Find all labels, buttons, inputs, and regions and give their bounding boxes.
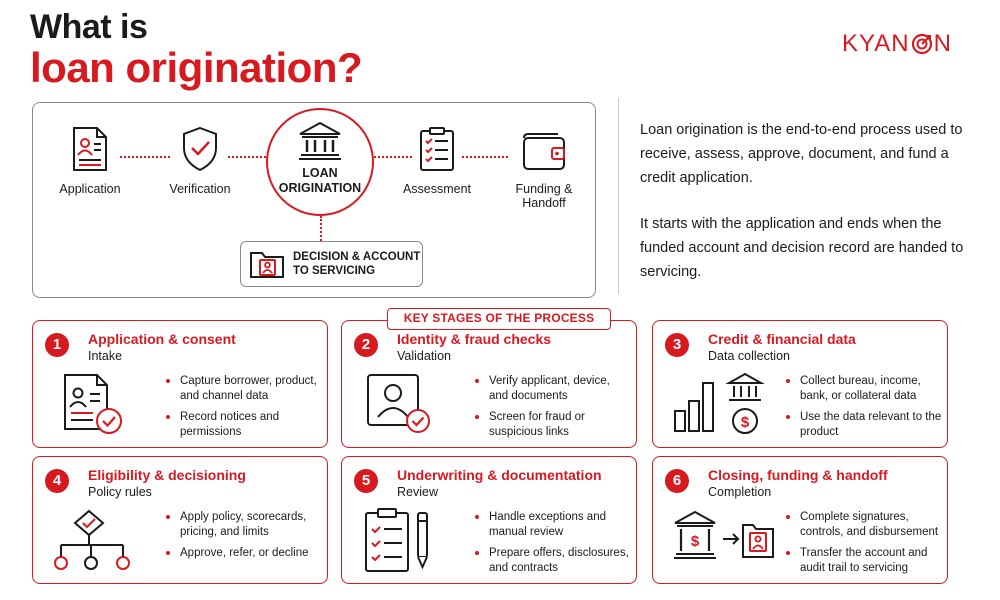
- stage-card-3: [652, 320, 948, 448]
- folder-user-icon: [249, 249, 285, 279]
- stage-number-badge: 1: [45, 333, 69, 357]
- stage-card-bullets: [163, 510, 323, 567]
- bullet-item: Screen for fraud or suspicious links: [472, 410, 632, 440]
- description-paragraph-1: Loan origination is the end-to-end process used to receive, assess, approve, document, and fund a credit application.: [640, 122, 963, 186]
- document-user-icon: [70, 126, 110, 172]
- connector-center-decision: [320, 216, 322, 241]
- stage-card-title: Underwriting & documentation: [397, 467, 602, 483]
- application-document-check-icon: [53, 371, 133, 442]
- identity-check-icon: [362, 371, 442, 442]
- shield-check-icon: [180, 126, 220, 172]
- decision-label-line-2: TO SERVICING: [293, 265, 376, 277]
- stage-card-bullets: [163, 374, 323, 446]
- bullet-item: Use the data relevant to the product: [783, 410, 943, 440]
- target-logo-icon: [911, 33, 933, 55]
- stage-card-6: [652, 456, 948, 584]
- stage-card-subtitle: Data collection: [708, 349, 790, 363]
- bullet-item: Collect bureau, income, bank, or collateral data: [783, 374, 943, 404]
- bar-chart-bank-icon: [673, 371, 773, 448]
- bullet-item: Prepare offers, disclosures, and contracts: [472, 546, 632, 576]
- stage-card-bullets: [472, 374, 632, 446]
- stage-card-title: Closing, funding & handoff: [708, 467, 888, 483]
- bullet-item: Apply policy, scorecards, pricing, and limits: [163, 510, 323, 540]
- bank-icon: [297, 120, 343, 162]
- center-label-line-1: LOAN: [302, 166, 338, 180]
- stage-funding-label-line-2: Handoff: [522, 196, 566, 210]
- checklist-clipboard-icon: [417, 126, 457, 172]
- stage-card-4: [32, 456, 328, 584]
- stage-card-2: [341, 320, 637, 448]
- logo-text-right: N: [933, 30, 952, 57]
- wallet-icon: [520, 130, 568, 172]
- stage-verification: [160, 126, 240, 196]
- bullet-item: Verify applicant, device, and documents: [472, 374, 632, 404]
- center-label-line-2: ORIGINATION: [278, 181, 362, 195]
- stage-funding-handoff: [502, 130, 586, 210]
- stage-assessment: [396, 126, 478, 196]
- checklist-pen-icon: [362, 507, 442, 580]
- decision-tree-icon: [53, 507, 143, 580]
- description-paragraph-2: It starts with the application and ends when the funded account and decision record are handed to servicing.: [640, 216, 964, 280]
- center-loan-origination: [266, 108, 374, 216]
- stage-number-badge: 3: [665, 333, 689, 357]
- bullet-item: Approve, refer, or decline: [163, 546, 323, 561]
- svg-text:$: $: [740, 414, 750, 431]
- kyanon-logo: [842, 30, 952, 58]
- stage-card-bullets: [783, 510, 943, 582]
- stage-number-badge: 2: [354, 333, 378, 357]
- stage-card-subtitle: Policy rules: [88, 485, 152, 499]
- bullet-item: Handle exceptions and manual review: [472, 510, 632, 540]
- stage-card-subtitle: Completion: [708, 485, 772, 499]
- decision-account-servicing-box: [240, 241, 423, 287]
- stage-card-title: Credit & financial data: [708, 331, 856, 347]
- stage-funding-label-line-1: Funding &: [515, 182, 573, 196]
- logo-text-left: KYAN: [842, 30, 910, 57]
- key-stages-banner: KEY STAGES OF THE PROCESS: [387, 308, 611, 330]
- bullet-item: Capture borrower, product, and channel data: [163, 374, 323, 404]
- stage-verification-label: Verification: [169, 182, 231, 196]
- stage-assessment-label: Assessment: [402, 182, 472, 196]
- stage-application-label: Application: [59, 182, 121, 196]
- svg-text:$: $: [690, 533, 700, 550]
- bullet-item: Complete signatures, controls, and disbursement: [783, 510, 943, 540]
- page-title-line-1: What is: [30, 8, 148, 46]
- stage-number-badge: 4: [45, 469, 69, 493]
- stage-card-subtitle: Intake: [88, 349, 123, 363]
- page-title-line-2: loan origination?: [30, 44, 363, 91]
- stage-number-badge: 6: [665, 469, 689, 493]
- stage-card-title: Eligibility & decisioning: [88, 467, 246, 483]
- stage-application: [50, 126, 130, 196]
- stage-card-bullets: [472, 510, 632, 582]
- stage-number-badge: 5: [354, 469, 378, 493]
- stage-card-subtitle: Review: [397, 485, 438, 499]
- stage-card-subtitle: Validation: [397, 349, 451, 363]
- bullet-item: Record notices and permissions: [163, 410, 323, 440]
- decision-label-line-1: DECISION & ACCOUNT: [293, 251, 421, 263]
- stage-card-1: [32, 320, 328, 448]
- bank-to-folder-icon: [673, 507, 777, 578]
- vertical-divider: [618, 98, 619, 294]
- bullet-item: Transfer the account and audit trail to servicing: [783, 546, 943, 576]
- stage-card-title: Identity & fraud checks: [397, 331, 552, 347]
- stage-card-title: Application & consent: [88, 331, 236, 347]
- stage-card-5: [341, 456, 637, 584]
- stage-card-bullets: [783, 374, 943, 446]
